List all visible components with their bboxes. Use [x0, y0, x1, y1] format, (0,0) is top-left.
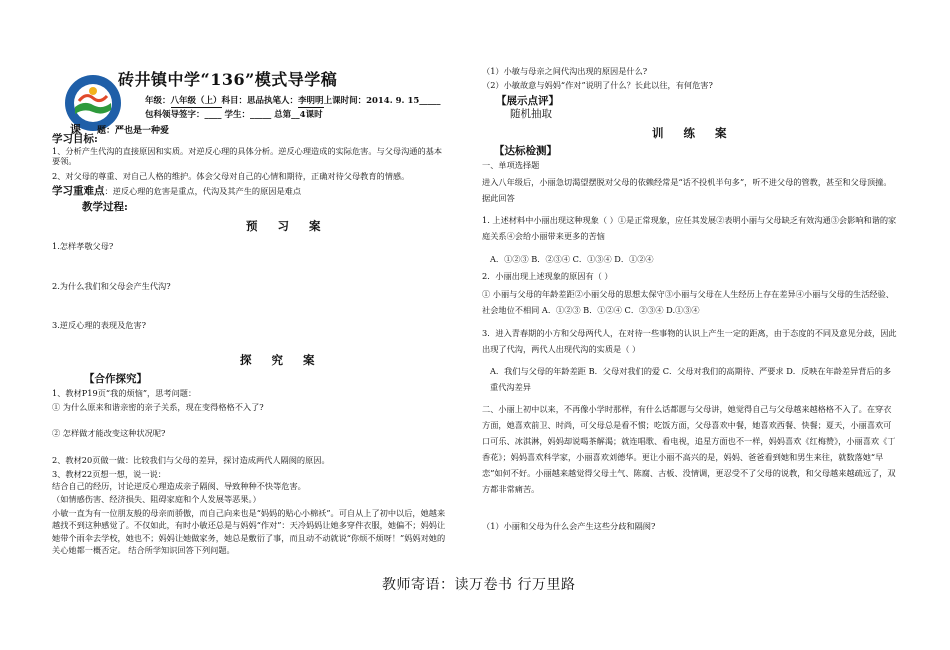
preview-question-1: 1.怎样孝敬父母? [52, 241, 114, 251]
coop-line-6: 结合自己的经历，讨论逆反心理造成亲子隔阂、导致种种不快等危害。 [52, 481, 306, 491]
question-2-body: ① 小丽与父母的年龄差距②小丽父母的思想太保守③小丽与父母在人生经历上存在差异④小丽与父母的生活经验、社会地位不相同 A．①②③ B．①②④ C．②③④ D.①③④ [482, 289, 894, 315]
question-3-options: A．我们与父母的年龄差距 B．父母对我们的爱 C．父母对我们的高期待、严要求 D．反映在年龄差异背后的多重代沟差异 [490, 366, 892, 392]
class-time: 上课时间：2014. 9. 15_____ [323, 96, 441, 106]
story-paragraph: 小敏一直为有一位朋友般的母亲而骄傲，而自己向来也是“妈妈的贴心小棉袄”。可自从上了初中以后，她越来越找不到这种感觉了。不仅如此，有时小敏还总是与妈妈“作对”：天冷妈妈让她多穿件衣服，她偏不；妈妈让她带个雨伞去学校，她也不；妈妈让她做家务，她总是敷衍了事，而且动不动就说“你烦不烦呀！”妈妈对她的关心她都一概否定。 结合所学知识回答下列问题。 [52, 508, 446, 555]
preview-question-2: 2.为什么我们和父母会产生代沟? [52, 281, 171, 291]
grade-value: 八年级（上） [170, 96, 222, 106]
section-2-passage: 二、小丽上初中以来，不再像小学时那样，有什么话都愿与父母讲，她觉得自己与父母越来越格格不入了。在穿衣方面，她喜欢前卫、时尚，可父母总是看不惯；吃饭方面，父母喜欢中餐，她喜欢西餐、快餐；夏天，小丽喜欢可口可乐、冰淇淋，妈妈却说喝茶解渴；就连唱歌、看电视，追星方面也不一样，妈妈喜欢《红梅赞》，小丽喜欢《丁香花》；妈妈喜欢科学家，小丽喜欢刘德华。更让小丽不高兴的是，妈妈、爸爸看到她和男生来往，就数落她“早恋”如何不好。小丽越来越觉得父母土气、陈腐、古板、没情调，更忍受不了父母的说教，和父母越来越疏远了，双方都非常痛苦。 [482, 404, 896, 494]
focus-title: 学习重难点 [52, 185, 105, 197]
explore-section-title: 探 究 案 [240, 353, 323, 367]
info-line-grade [145, 96, 441, 108]
focus-text: ：逆反心理的危害是重点，代沟及其产生的原因是难点 [104, 186, 302, 196]
question-1: 1. 上述材料中小丽出现这种现象（ ）①是正常现象，应任其发展②表明小丽与父母缺乏有效沟通③会影响和谐的家庭关系④会给小丽带来更多的苦恼 [482, 215, 897, 241]
top-question-2: （2）小敏故意与妈妈“作对”说明了什么？长此以往，有何危害? [482, 80, 713, 90]
author-value: 李明明 [298, 96, 324, 106]
section-2-question: （1）小丽和父母为什么会产生这些分歧和隔阂? [482, 521, 656, 531]
show-text: 随机抽取 [510, 108, 552, 120]
topic-text: 题：严也是一种爱 [97, 126, 170, 136]
section-1-title: 一、单项选择题 [482, 160, 540, 170]
passage: 进入八年级后，小丽急切渴望摆脱对父母的依赖经常是“话不投机半句多”，听不进父母的管教，甚至和父母顶撞。据此回答 [482, 177, 892, 203]
grade-label: 年级： [145, 96, 171, 106]
focus-line [52, 185, 301, 198]
question-3: 3．进入青春期的小方和父母两代人，在对待一些事物的认识上产生一定的距离，由于态度的不同及意见分歧，因此出现了代沟，两代人出现代沟的实质是（ ） [482, 328, 897, 354]
coop-line-2: ① 为什么原来和谐亲密的亲子关系，现在变得格格不入了? [52, 402, 264, 412]
coop-line-5: 3、教材22页想一想，说一说： [52, 469, 166, 479]
goal-2: 2、对父母的尊重、对自己人格的维护。体会父母对自己的心情和期待，正确对待父母教育的情感。 [52, 171, 410, 181]
goals-title: 学习目标: [52, 133, 98, 145]
question-1-options: A．①②③ B．②③④ C．①③④ D．①②④ [490, 254, 654, 264]
preview-section-title: 预 习 案 [246, 219, 329, 233]
show-title: 【展示点评】 [496, 95, 559, 107]
train-section-title: 训 练 案 [652, 126, 735, 140]
question-2: 2．小丽出现上述现象的原因有（ ） [482, 271, 613, 281]
topic-label: 课 [70, 123, 81, 136]
preview-question-3: 3.逆反心理的表现及危害? [52, 320, 147, 330]
test-title: 【达标检测】 [494, 145, 557, 157]
coop-line-4: 2、教材20页做一做：比较我们与父母的差异，探讨造成两代人隔阂的原因。 [52, 455, 330, 465]
info-line-signature: 包科领导签字：____ 学生：_____ 总第__4课时 [145, 110, 323, 120]
coop-line-3: ② 怎样做才能改变这种状况呢? [52, 428, 166, 438]
page-title: 砖井镇中学“136”模式导学稿 [118, 70, 338, 89]
coop-line-7: （如情感伤害、经济损失、阻碍家庭和个人发展等恶果。） [52, 494, 261, 504]
top-question-1: （1）小敏与母亲之间代沟出现的原因是什么? [482, 66, 648, 76]
goal-1: 1、分析产生代沟的直接原因和实质。对逆反心理的具体分析。逆反心理造成的实际危害。与父母沟通的基本要领。 [52, 146, 443, 167]
subject-author-label: 科目：思品执笔人： [221, 96, 299, 106]
coop-title: 【合作探究】 [84, 373, 147, 385]
coop-line-1: 1、教材P19页“我的烦恼”，思考问题： [52, 388, 197, 398]
teacher-message: 教师寄语：读万卷书 行万里路 [382, 577, 576, 593]
process-title: 教学过程: [82, 201, 128, 213]
